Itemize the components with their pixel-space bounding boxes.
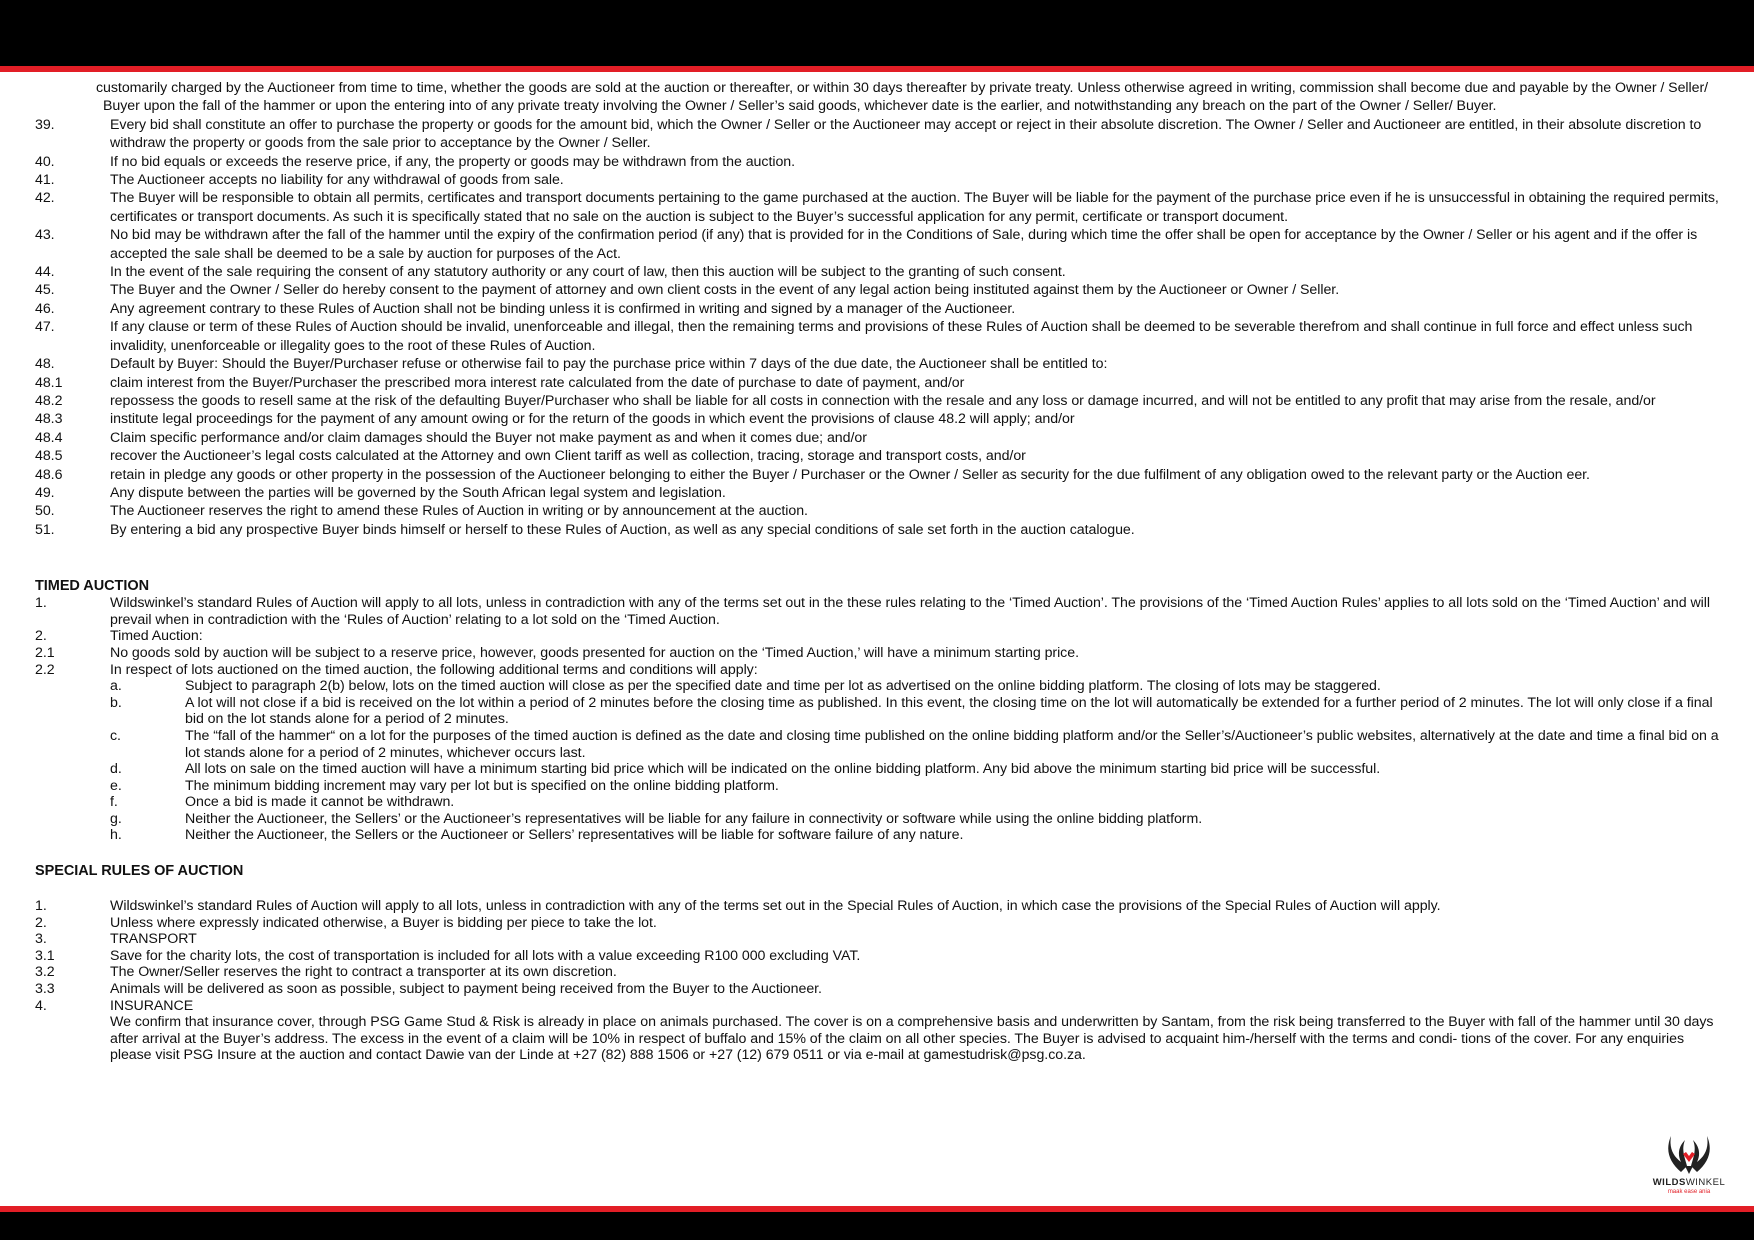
item-number: 4. <box>35 997 47 1014</box>
subitem-letter: c. <box>110 727 121 744</box>
rule-item <box>35 374 1720 392</box>
insurance-paragraph-row <box>35 1014 1720 1064</box>
rule-item <box>35 392 1720 410</box>
item-text: Animals will be delivered as soon as possible, subject to payment being received from the Buyer to the Auctioneer. <box>110 981 822 998</box>
item-number: 44. <box>35 264 55 281</box>
special-rule-item <box>35 898 1720 915</box>
special-rule-item <box>35 964 1720 981</box>
subitem-text: Subject to paragraph 2(b) below, lots on the timed auction will close as per the specified date and time per lot as advertised on the online bidding platform. The closing of lots may be staggered. <box>185 678 1381 695</box>
timed-auction-list <box>35 595 1720 678</box>
subitem-letter: a. <box>110 678 122 695</box>
item-text: TRANSPORT <box>110 931 197 948</box>
item-text: The Buyer will be responsible to obtain all permits, certificates and transport documents pertaining to the game purchased at the auction. The Buyer will be liable for the payment of the purchase price even if he is unsuccessful in obtaining the required permits, certificates or transport documents. As such it is specifically stated that no sale on the auction is subject to the Buyer’s successful application for any permit, certificate or transport document. <box>110 190 1719 225</box>
logo-tagline: maak ease ania <box>1667 1189 1711 1195</box>
timed-auction-subitem <box>110 678 1720 695</box>
timed-auction-subitem <box>110 778 1720 795</box>
item-number: 43. <box>35 227 55 244</box>
item-text: Any agreement contrary to these Rules of Auction shall not be binding unless it is confirmed in writing and signed by a manager of the Auctioneer. <box>110 300 1016 317</box>
item-number: 2. <box>35 628 47 645</box>
item-text: retain in pledge any goods or other property in the possession of the Auctioneer belonging to either the Buyer / Purchaser or the Owner / Seller as security for the due fulfilment of any obligation owed to the relevant party or the Auction eer. <box>110 466 1590 483</box>
item-number: 48.3 <box>35 411 63 428</box>
subitem-text: Once a bid is made it cannot be withdrawn. <box>185 794 455 811</box>
item-text: In respect of lots auctioned on the timed auction, the following additional terms and conditions will apply: <box>110 661 758 678</box>
timed-auction-subitem <box>110 811 1720 828</box>
timed-auction-subitem <box>110 695 1720 728</box>
footer-accent-stripe <box>0 1206 1754 1212</box>
item-text: No goods sold by auction will be subject to a reserve price, however, goods presented for auction on the ‘Timed Auction,’ will have a minimum starting price. <box>110 644 1079 661</box>
item-text: Timed Auction: <box>110 628 203 645</box>
item-number: 48.6 <box>35 466 63 483</box>
rule-item <box>35 171 1720 189</box>
item-number: 50. <box>35 503 55 520</box>
subitem-letter: g. <box>110 810 122 827</box>
rule-item <box>35 429 1720 447</box>
item-text: Wildswinkel’s standard Rules of Auction will apply to all lots, unless in contradiction with any of the terms set out in the Special Rules of Auction, in which case the provisions of the Special Rules of Auction will apply. <box>110 898 1441 915</box>
special-rules-heading: SPECIAL RULES OF AUCTION <box>35 863 244 880</box>
item-text: If no bid equals or exceeds the reserve price, if any, the property or goods may be withdrawn from the auction. <box>110 153 796 170</box>
item-text: The Auctioneer reserves the right to amend these Rules of Auction in writing or by announcement at the auction. <box>110 503 808 520</box>
document-body <box>35 79 1720 1064</box>
wildswinkel-logo <box>1652 1132 1726 1195</box>
item-text: Default by Buyer: Should the Buyer/Purchaser refuse or otherwise fail to pay the purchase price within 7 days of the due date, the Auctioneer shall be entitled to: <box>110 356 1108 373</box>
item-number: 42. <box>35 190 55 207</box>
rule-item <box>35 447 1720 465</box>
continued-paragraph: customarily charged by the Auctioneer from time to time, whether the goods are sold at the auction or thereafter, or within 30 days thereafter by private treaty. Unless otherwise agreed in writing, commission shall become due and payable by the Owner / Seller/ Buyer upon the fall of the hammer or upon the entering into of any private treaty involving the Owner / Seller’s said goods, whichever date is the earlier, and notwithstanding any breach on the part of the Owner / Seller/ Buyer. <box>96 80 1709 115</box>
item-text: No bid may be withdrawn after the fall of the hammer until the expiry of the confirmation period (if any) that is provided for in the Conditions of Sale, during which time the offer shall be open for acceptance by the Owner / Seller or his agent and if the offer is accepted the sale shall be deemed to be a sale by auction for purposes of the Act. <box>110 227 1698 262</box>
subitem-letter: h. <box>110 827 122 844</box>
item-number: 3.1 <box>35 947 55 964</box>
item-text: institute legal proceedings for the payment of any amount owing or for the return of the goods in which event the provisions of clause 48.2 will apply; and/or <box>110 411 1075 428</box>
item-number: 3.3 <box>35 981 55 998</box>
item-number: 40. <box>35 153 55 170</box>
item-text: claim interest from the Buyer/Purchaser the prescribed mora interest rate calculated from the date of purchase to date of payment, and/or <box>110 374 965 391</box>
item-text: The Auctioneer accepts no liability for any withdrawal of goods from sale. <box>110 172 564 189</box>
subitem-text: The minimum bidding increment may vary per lot but is specified on the online bidding platform. <box>185 777 779 794</box>
special-rule-item <box>35 931 1720 948</box>
logo-wordmark: WILDSWINKEL <box>1652 1177 1726 1188</box>
rule-item <box>35 153 1720 171</box>
rule-item <box>35 466 1720 484</box>
rule-item <box>35 226 1720 263</box>
item-number: 46. <box>35 300 55 317</box>
item-number: 1. <box>35 898 47 915</box>
subitem-text: All lots on sale on the timed auction will have a minimum starting bid price which will be indicated on the online bidding platform. Any bid above the minimum starting bid price will be successful. <box>185 761 1381 778</box>
timed-auction-subitem <box>110 794 1720 811</box>
rule-item <box>35 116 1720 153</box>
special-rule-item <box>35 948 1720 965</box>
special-rule-item <box>35 915 1720 932</box>
item-number: 2. <box>35 914 47 931</box>
item-text: recover the Auctioneer’s legal costs calculated at the Attorney and own Client tariff as well as collection, tracing, storage and transport costs, and/or <box>110 448 1026 465</box>
item-text: INSURANCE <box>110 997 194 1014</box>
item-number: 2.1 <box>35 644 55 661</box>
item-text: In the event of the sale requiring the consent of any statutory authority or any court of law, then this auction will be subject to the granting of such consent. <box>110 264 1066 281</box>
footer-bar <box>0 1206 1754 1240</box>
rule-item <box>35 318 1720 355</box>
item-text: If any clause or term of these Rules of Auction should be invalid, unenforceable and illegal, then the remaining terms and provisions of these Rules of Auction shall be deemed to be severable therefrom and shall continue in full force and effect unless such invalidity, unenforceable or illegality goes to the root of these Rules of Auction. <box>110 319 1693 354</box>
subitem-text: The “fall of the hammer“ on a lot for the purposes of the timed auction is defined as the date and closing time published on the online bidding platform and/or the Seller’s/Auctioneer’s public websites, alternatively at the date and time a final bid on a lot stands alone for a period of 2 minutes, whichever occurs last. <box>185 727 1719 761</box>
item-text: Any dispute between the parties will be governed by the South African legal system and legislation. <box>110 484 726 501</box>
rule-item <box>35 189 1720 226</box>
rule-item <box>35 484 1720 502</box>
subitem-text: Neither the Auctioneer, the Sellers’ or the Auctioneer’s representatives will be liable for any failure in connectivity or software while using the online bidding platform. <box>185 810 1203 827</box>
timed-auction-subitem <box>110 728 1720 761</box>
timed-auction-item <box>35 662 1720 679</box>
rule-item <box>35 281 1720 299</box>
special-rules-list <box>35 898 1720 1014</box>
item-number: 48.5 <box>35 448 63 465</box>
item-number: 48.4 <box>35 429 63 446</box>
subitem-letter: e. <box>110 777 122 794</box>
item-text: The Owner/Seller reserves the right to contract a transporter at its own discretion. <box>110 964 617 981</box>
item-number: 1. <box>35 595 47 612</box>
rule-item <box>35 410 1720 428</box>
rule-item <box>35 300 1720 318</box>
item-text: repossess the goods to resell same at the risk of the defaulting Buyer/Purchaser who shall be liable for all costs in connection with the resale and any loss or damage incurred, and will not be entitled to any profit that may arise from the resale, and/or <box>110 392 1656 409</box>
item-number: 51. <box>35 521 55 538</box>
item-number: 39. <box>35 116 55 133</box>
item-text: Every bid shall constitute an offer to purchase the property or goods for the amount bid, which the Owner / Seller or the Auctioneer may accept or reject in their absolute discretion. The Owner / Seller and Auctioneer are entitled, in their absolute discretion to withdraw the property or goods from the sale prior to acceptance by the Owner / Seller. <box>110 116 1702 152</box>
timed-auction-subitem <box>110 827 1720 844</box>
item-number: 41. <box>35 172 55 189</box>
header-bar <box>0 0 1754 72</box>
subitem-text: Neither the Auctioneer, the Sellers or the Auctioneer or Sellers’ representatives will be liable for software failure of any nature. <box>185 827 964 844</box>
insurance-paragraph: We confirm that insurance cover, through PSG Game Stud & Risk is already in place on animals purchased. The cover is on a comprehensive basis and underwritten by Santam, from the risk being transferred to the Buyer with fall of the hammer until 30 days after arrival at the Buyer’s address. The excess in the event of a claim will be 10% in respect of buffalo and 15% of the claim on all other species. The Buyer is advised to acquaint him-/herself with the terms and condi- tions of the cover. For any enquiries please visit PSG Insure at the auction and contact Dawie van der Linde at +27 (82) 888 1506 or +27 (12) 679 0511 or via e-mail at gamestudrisk@psg.co.za. <box>110 1014 1714 1064</box>
item-number: 48.1 <box>35 374 63 391</box>
timed-auction-item <box>35 595 1720 628</box>
item-number: 3. <box>35 931 47 948</box>
rules-list <box>35 116 1720 539</box>
item-text: Wildswinkel’s standard Rules of Auction will apply to all lots, unless in contradiction with any of the terms set out in the these rules relating to the ‘Timed Auction’. The provisions of the ‘Timed Auction Rules’ applies to all lots sold on the ‘Timed Auction’ and will prevail when in contradiction with the ‘Rules of Auction’ relating to a lot sold on the ‘Timed Auction. <box>110 595 1710 628</box>
special-rule-item <box>35 981 1720 998</box>
subitem-letter: b. <box>110 694 122 711</box>
subitem-letter: d. <box>110 761 122 778</box>
item-text: Claim specific performance and/or claim damages should the Buyer not make payment as and when it comes due; and/or <box>110 429 867 446</box>
rule-item <box>35 521 1720 539</box>
timed-auction-item <box>35 645 1720 662</box>
item-number: 47. <box>35 319 55 336</box>
rule-item <box>35 502 1720 520</box>
timed-auction-sublist <box>35 678 1720 844</box>
item-number: 45. <box>35 282 55 299</box>
item-number: 49. <box>35 484 55 501</box>
item-number: 2.2 <box>35 661 55 678</box>
item-text: Unless where expressly indicated otherwise, a Buyer is bidding per piece to take the lot. <box>110 914 657 931</box>
item-text: The Buyer and the Owner / Seller do hereby consent to the payment of attorney and own client costs in the event of any legal action being instituted against them by the Auctioneer or Owner / Seller. <box>110 282 1340 299</box>
timed-auction-item <box>35 628 1720 645</box>
rule-item <box>35 263 1720 281</box>
subitem-letter: f. <box>110 794 118 811</box>
header-accent-stripe <box>0 66 1754 72</box>
item-text: Save for the charity lots, the cost of transportation is included for all lots with a value exceeding R100 000 excluding VAT. <box>110 947 861 964</box>
item-text: By entering a bid any prospective Buyer binds himself or herself to these Rules of Auction, as well as any special conditions of sale set forth in the auction catalogue. <box>110 521 1135 538</box>
timed-auction-heading: TIMED AUCTION <box>35 578 149 595</box>
item-number: 48. <box>35 356 55 373</box>
item-number: 48.2 <box>35 392 63 409</box>
kudu-horns-icon <box>1659 1132 1719 1176</box>
subitem-text: A lot will not close if a bid is received on the lot within a period of 2 minutes before the closing time as published. In this event, the closing time on the lot will automatically be extended for a further period of 2 minutes. The lot will only close if a final bid on the lot stands alone for a period of 2 minutes. <box>185 694 1713 728</box>
item-number: 3.2 <box>35 964 55 981</box>
rule-item <box>35 355 1720 373</box>
timed-auction-subitem <box>110 761 1720 778</box>
special-rule-item <box>35 998 1720 1015</box>
